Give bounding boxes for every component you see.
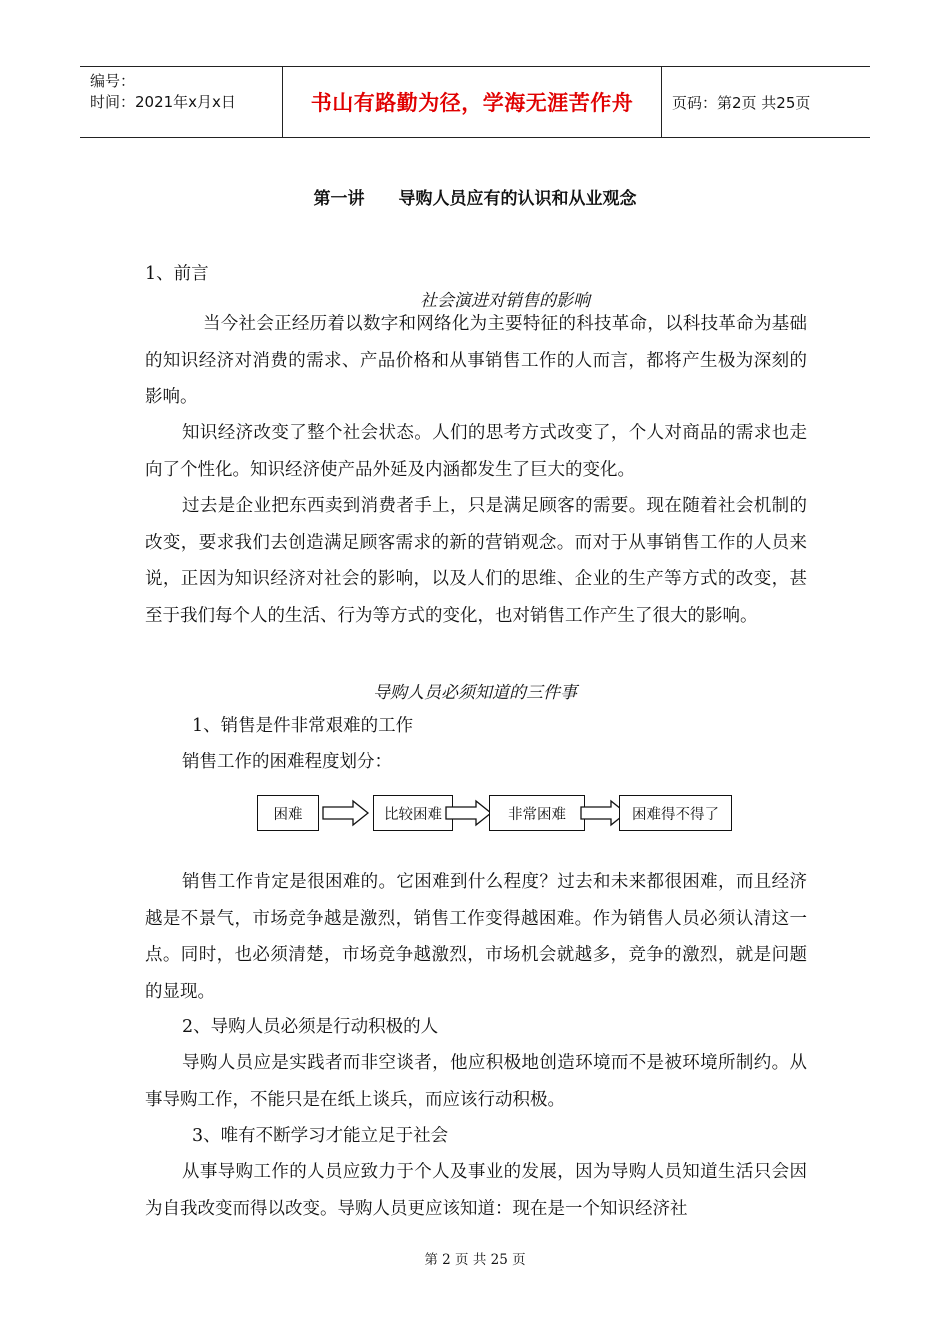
header-motto: 书山有路勤为径，学海无涯苦作舟 (282, 67, 662, 137)
flow-step-2: 比较困难 (373, 795, 453, 831)
header-number: 编号： (90, 72, 136, 90)
lecture-topic: 导购人员应有的认识和从业观念 (398, 189, 637, 209)
page-footer: 第 2 页 共 25 页 (424, 1252, 526, 1268)
item-3-heading: 3、唯有不断学习才能立足于社会 (192, 1126, 449, 1146)
header-date: 时间：2021年x月x日 (90, 93, 236, 111)
section-preface: 1、前言 (145, 264, 209, 284)
page-header (80, 66, 870, 138)
arrow-icon (444, 799, 494, 827)
flow-step-3: 非常困难 (489, 795, 585, 831)
paragraph-4: 销售工作肯定是很困难的。它困难到什么程度？过去和未来都很困难，而且经济越是不景气，市场竞争越是激烈，销售工作变得越困难。作为销售人员必须认清这一点。同时，也必须清楚，市场竞争越激烈，市场机会就越多，竞争的激烈，就是问题的显现。 (145, 872, 807, 1002)
flow-step-4: 困难得不得了 (619, 795, 732, 831)
paragraph-3: 过去是企业把东西卖到消费者手上，只是满足顾客的需要。现在随着社会机制的改变，要求我们去创造满足顾客需求的新的营销观念。而对于从事销售工作的人员来说，正因为知识经济对社会的影响，以及人们的思维、企业的生产等方式的改变，甚至于我们每个人的生活、行为等方式的变化，也对销售工作产生了很大的影响。 (145, 496, 807, 626)
arrow-icon (321, 799, 371, 827)
lecture-number: 第一讲 (313, 189, 365, 209)
subtitle-three-things: 导购人员必须知道的三件事 (373, 683, 577, 703)
paragraph-2: 知识经济改变了整个社会状态。人们的思考方式改变了，个人对商品的需求也走向了个性化。知识经济使产品外延及内涵都发生了巨大的变化。 (145, 423, 807, 480)
item-1-heading: 1、销售是件非常艰难的工作 (192, 716, 414, 736)
paragraph-6: 从事导购工作的人员应致力于个人及事业的发展，因为导购人员知道生活只会因为自我改变而得以改变。导购人员更应该知道：现在是一个知识经济社 (145, 1162, 807, 1219)
header-meta (80, 67, 282, 137)
item-2-heading: 2、导购人员必须是行动积极的人 (182, 1017, 439, 1037)
subtitle-social-evolution: 社会演进对销售的影响 (420, 291, 590, 311)
difficulty-intro: 销售工作的困难程度划分： (182, 752, 392, 772)
paragraph-5: 导购人员应是实践者而非空谈者，他应积极地创造环境而不是被环境所制约。从事导购工作，不能只是在纸上谈兵，而应该行动积极。 (145, 1053, 807, 1110)
lecture-title (0, 184, 950, 209)
header-page-info: 页码：第2页 共25页 (672, 93, 811, 112)
paragraph-1: 当今社会正经历着以数字和网络化为主要特征的科技革命，以科技革命为基础的知识经济对消费的需求、产品价格和从事销售工作的人而言，都将产生极为深刻的影响。 (145, 314, 807, 407)
flow-step-1: 困难 (257, 795, 319, 831)
